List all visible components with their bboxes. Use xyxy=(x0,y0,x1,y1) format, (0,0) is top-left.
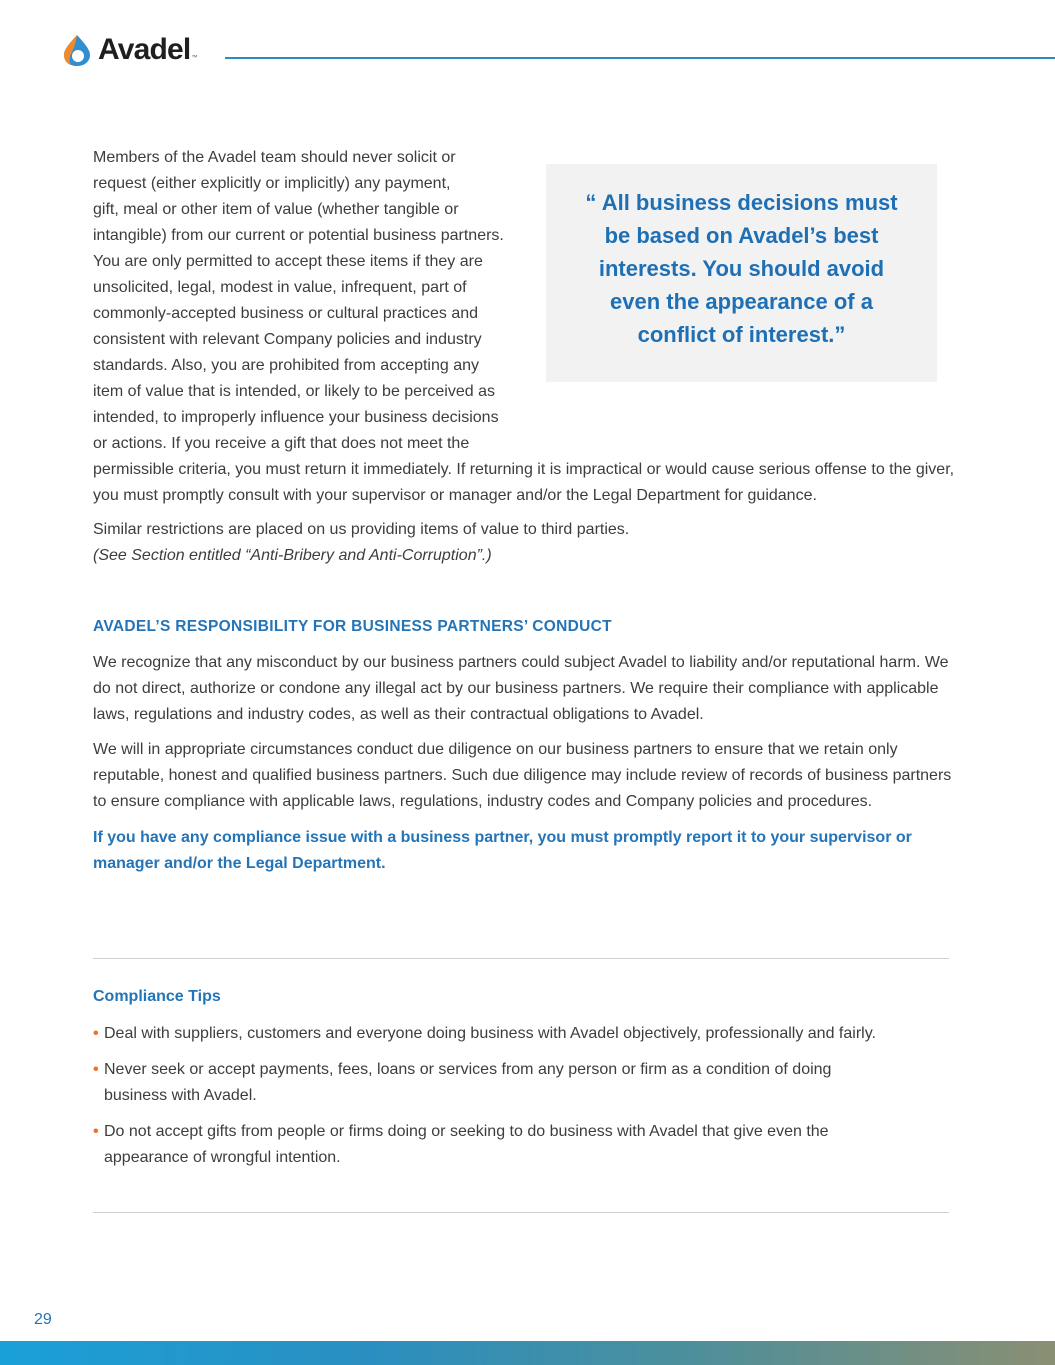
intro-line: consistent with relevant Company policies and industry xyxy=(93,331,482,348)
tip-text: Never seek or accept payments, fees, loans or services from any person or firm as a condition of doing xyxy=(104,1061,832,1078)
page-number: 29 xyxy=(34,1311,52,1328)
pull-quote-box xyxy=(546,164,937,382)
tips-bottom-divider xyxy=(93,1212,949,1213)
intro-line: unsolicited, legal, modest in value, infrequent, part of xyxy=(93,279,467,296)
tips-top-divider xyxy=(93,958,949,959)
intro-line: item of value that is intended, or likely to be perceived as xyxy=(93,383,495,400)
pull-quote-text xyxy=(577,186,907,351)
avadel-logo xyxy=(60,33,197,67)
paragraph-line: We recognize that any misconduct by our business partners could subject Avadel to liability and/or reputational harm. We xyxy=(93,654,949,671)
paragraph-line: reputable, honest and qualified business partners. Such due diligence may include review of records of business partners xyxy=(93,767,952,784)
quote-line: be based on Avadel’s best xyxy=(604,222,879,248)
intro-line: intangible) from our current or potential business partners. xyxy=(93,227,504,244)
logo-trademark: ™ xyxy=(191,55,198,61)
responsibility-paragraph-2 xyxy=(93,737,973,815)
intro-line: You are only permitted to accept these items if they are xyxy=(93,253,483,270)
intro-line: intended, to improperly influence your business decisions xyxy=(93,409,499,426)
intro-line: permissible criteria, you must return it immediately. If returning it is impractical or would cause serious offense to the giver, xyxy=(93,461,955,478)
similar-restrictions-paragraph xyxy=(93,517,973,569)
intro-line: or actions. If you receive a gift that does not meet the xyxy=(93,435,470,452)
responsibility-paragraph-1 xyxy=(93,650,973,728)
logo-wordmark: Avadel xyxy=(98,33,191,66)
compliance-callout xyxy=(93,825,963,877)
tip-text: Deal with suppliers, customers and everyone doing business with Avadel objectively, professionally and fairly. xyxy=(104,1025,876,1042)
avadel-drop-icon xyxy=(60,33,94,67)
tip-item xyxy=(93,1021,953,1047)
callout-line: manager and/or the Legal Department. xyxy=(93,855,386,872)
section-heading: AVADEL’S RESPONSIBILITY FOR BUSINESS PARTNERS’ CONDUCT xyxy=(93,618,612,635)
tip-item xyxy=(93,1057,953,1109)
paragraph-line: do not direct, authorize or condone any illegal act by our business partners. We require their compliance with applicable xyxy=(93,680,939,697)
intro-line: Members of the Avadel team should never solicit or xyxy=(93,149,456,166)
paragraph-line: laws, regulations and industry codes, as well as their contractual obligations to Avadel. xyxy=(93,706,704,723)
section-reference: (See Section entitled “Anti-Bribery and Anti-Corruption”.) xyxy=(93,547,492,564)
quote-line: “ All business decisions must xyxy=(585,189,898,215)
tips-heading: Compliance Tips xyxy=(93,988,221,1005)
tip-text: business with Avadel. xyxy=(104,1087,257,1104)
similar-text: Similar restrictions are placed on us providing items of value to third parties. xyxy=(93,521,630,538)
footer-gradient-bar xyxy=(0,1341,1055,1365)
paragraph-line: We will in appropriate circumstances conduct due diligence on our business partners to ensure that we retain only xyxy=(93,741,898,758)
quote-line: even the appearance of a xyxy=(610,288,873,314)
tip-text: Do not accept gifts from people or firms doing or seeking to do business with Avadel that give even the xyxy=(104,1123,829,1140)
quote-line: interests. You should avoid xyxy=(598,255,885,281)
intro-line: you must promptly consult with your supervisor or manager and/or the Legal Department for guidance. xyxy=(93,487,817,504)
bullet-icon: • xyxy=(93,1025,99,1042)
tip-text: appearance of wrongful intention. xyxy=(104,1149,341,1166)
intro-line: commonly-accepted business or cultural practices and xyxy=(93,305,479,322)
paragraph-line: to ensure compliance with applicable laws, regulations, industry codes and Company policies and procedures. xyxy=(93,793,873,810)
tip-item xyxy=(93,1119,953,1171)
quote-line: conflict of interest.” xyxy=(637,321,846,347)
bullet-icon: • xyxy=(93,1123,99,1140)
intro-line: standards. Also, you are prohibited from accepting any xyxy=(93,357,479,374)
bullet-icon: • xyxy=(93,1061,99,1078)
intro-line: request (either explicitly or implicitly) any payment, xyxy=(93,175,451,192)
header-rule xyxy=(225,57,1055,59)
callout-line: If you have any compliance issue with a business partner, you must promptly report it to your supervisor or xyxy=(93,829,912,846)
intro-line: gift, meal or other item of value (whether tangible or xyxy=(93,201,459,218)
